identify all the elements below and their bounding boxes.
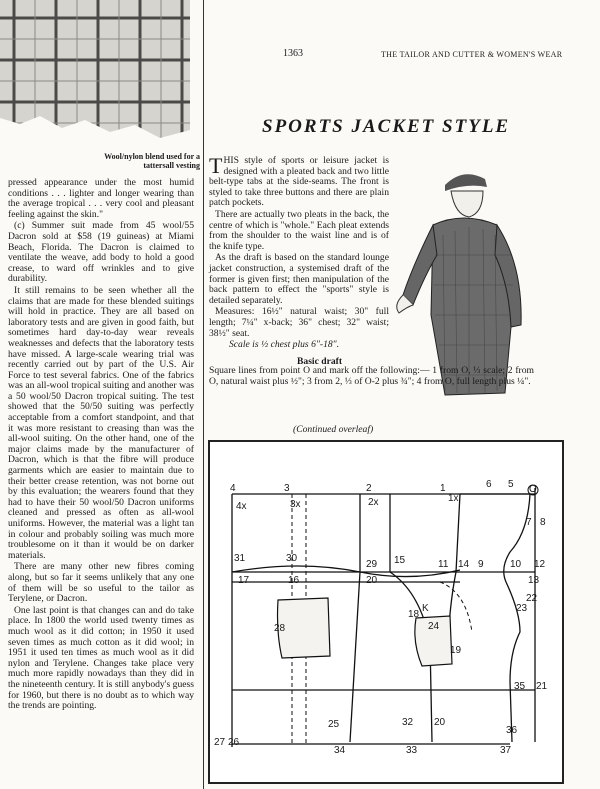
point-label: 1	[440, 483, 446, 494]
fabric-swatch-image	[0, 0, 190, 145]
point-label: 32	[402, 717, 414, 728]
point-label: 23	[516, 603, 528, 614]
swatch-caption: Wool/nylon blend used for a tattersall vesting	[104, 152, 200, 170]
continued-note: (Continued overleaf)	[293, 424, 374, 435]
point-label: 4	[230, 483, 236, 494]
point-label: 9	[478, 559, 484, 570]
point-label: 36	[506, 725, 518, 736]
intro-paragraph: There are actually two pleats in the back, the centre of which is "whole." Each pleat extends from the shoulder to the waist line and is of the knife type.	[209, 208, 389, 252]
point-label: K	[422, 603, 429, 614]
measures-text: Measures: 16½" natural waist; 30" full length; 7¼" x-back; 36" chest; 32" waist; 38½" seat.	[209, 306, 389, 339]
publication-title: THE TAILOR AND CUTTER & WOMEN'S WEAR	[381, 50, 563, 59]
point-label: 29	[366, 559, 378, 570]
paragraph: One last point is that changes can and do take place. In 1800 the world used twenty times as much wool as it did cotton; in 1950 it used seven times as much cotton as it did wool; in 1951 it used ten times as much wool as it did nylon and Terylene. Changes take place very much more rapidly nowadays than they did in the nineteenth century. It is still anybody's guess for 1960, but there is no doubt as to which way the trends are pointing.	[8, 604, 194, 712]
point-label: 7	[526, 517, 532, 528]
point-label: 1x	[448, 493, 459, 504]
left-column-text	[8, 178, 194, 713]
point-label: 10	[510, 559, 522, 570]
point-label: 35	[514, 681, 526, 692]
point-label: 4x	[236, 501, 247, 512]
point-label: 17	[238, 575, 250, 586]
point-label: 25	[328, 719, 340, 730]
point-label: 18	[408, 609, 420, 620]
point-label: 33	[406, 745, 418, 756]
point-label: 19	[450, 645, 462, 656]
point-label: 3x	[290, 499, 301, 510]
intro-paragraph: HIS style of sports or leisure jacket is designed with a pleated back and two little belt-type tabs at the side-seams. The front is styled to take three buttons and there are plain patch pockets.	[209, 155, 389, 209]
point-label: 20	[366, 575, 378, 586]
point-label: 20	[434, 717, 446, 728]
paragraph: pressed appearance under the most humid conditions . . . lighter and longer wearing than the average tropical . . . very cool and pleasant feeling against the skin."	[8, 177, 194, 220]
article-intro	[209, 153, 389, 352]
section-subhead: Basic draft	[297, 356, 343, 367]
point-label: 8	[540, 517, 546, 528]
point-label: O	[529, 484, 537, 495]
point-label: 2	[366, 483, 372, 494]
drop-cap: T	[209, 153, 223, 178]
draft-instructions: Square lines from point O and mark off the following:— 1 from O, ⅓ scale; 2 from O, natural waist plus ½"; 3 from 2, ⅓ of O-2 plus ¾"; 4 from O, full length plus ¼".	[209, 365, 534, 387]
paragraph: There are many other new fibres coming along, but so far it seems unlikely that any one of them will be so useful to the tailor as Terylene, or Dacron.	[8, 561, 194, 605]
point-label: 37	[500, 745, 512, 756]
point-label: 27	[214, 737, 226, 748]
intro-paragraph: As the draft is based on the standard lounge jacket construction, a systemised draft of the former is given first; then manipulation of the back pattern to effect the "sports" style is detailed separately.	[209, 252, 389, 306]
point-label: 3	[284, 483, 290, 494]
point-label: 11	[438, 559, 449, 570]
paragraph: It still remains to be seen whether all the claims that are made for these blended suitings will hold in practice. They are all based on laboratory tests and are given in good faith, but sometimes hard day-to-day wear reveals weaknesses and defects that the laboratory tests have missed. A large-scale wearing trial was recently carried out by part of the U.S. Air Force to test several fabrics. One of the fabrics was an all-wool tropical suiting and another was a 50 wool/50 Dacron tropical suiting. The test showed that the 50/50 suiting was perfectly acceptable from a comfort standpoint, and that it was more resistant to creasing than was the all-wool suiting. On the other hand, one of the major claims made by the manufacturer of Dacron, which is that the fibre will produce garments which are easier to maintain due to their better crease retention, was not borne out by this evaluation; the wearers found that they had to have their 50 wool/50 Dacron uniforms cleaned and pressed as often as all-wool uniforms. However, the material was a light tan in colour and probably soiling was much more troublesome on it than it would be on darker materials.	[8, 284, 194, 561]
point-label: 28	[274, 623, 286, 634]
article-title: SPORTS JACKET STYLE	[262, 116, 511, 137]
paragraph: (c) Summer suit made from 45 wool/55 Dacron sold at $58 (19 guineas) at Miami Beach, Florida. The Dacron is claimed to ventilate the weave, add body to hold a good crease, to ward off wrinkles and to give durability.	[8, 220, 194, 285]
point-label: 30	[286, 553, 298, 564]
point-label: 15	[394, 555, 406, 566]
point-label: 31	[234, 553, 246, 564]
pattern-draft-diagram	[208, 440, 564, 784]
point-label: 13	[528, 575, 540, 586]
point-label: 2x	[368, 497, 379, 508]
point-label: 22	[526, 593, 538, 604]
scale-text: Scale is ½ chest plus 6"-18".	[229, 339, 340, 351]
column-divider	[203, 0, 204, 789]
point-label: 14	[458, 559, 470, 570]
point-label: 5	[508, 479, 514, 490]
point-label: 24	[428, 621, 440, 632]
point-label: 12	[534, 559, 546, 570]
page-number: 1363	[283, 48, 303, 59]
point-label: 26	[228, 737, 240, 748]
point-label: 6	[486, 479, 492, 490]
point-label: 16	[288, 575, 300, 586]
point-label: 21	[536, 681, 548, 692]
point-label: 34	[334, 745, 346, 756]
